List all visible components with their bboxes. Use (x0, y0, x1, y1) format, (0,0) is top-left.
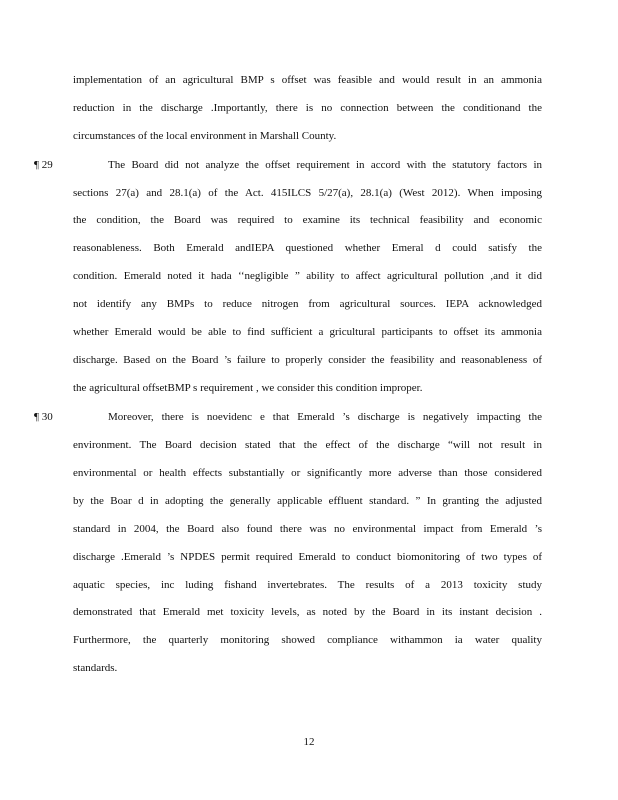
text-line: The Board did not analyze the offset requirement in accord with the statutory factors in (108, 159, 542, 171)
text-line: reduction in the discharge .Importantly, there is no connection between the conditionand the (73, 102, 542, 114)
page-number: 12 (303, 736, 315, 748)
text-line: Moreover, there is noevidenc e that Emerald ’s discharge is negatively impacting the (108, 411, 542, 423)
text-line: not identify any BMPs to reduce nitrogen from agricultural sources. IEPA acknowledged (73, 298, 542, 310)
text-line: the agricultural offsetBMP s requirement , we consider this condition improper. (73, 382, 423, 394)
text-line: environment. The Board decision stated that the effect of the discharge “will not result in (73, 439, 542, 451)
text-line: by the Boar d in adopting the generally applicable effluent standard. ” In granting the adjusted (73, 495, 542, 507)
text-line: circumstances of the local environment in Marshall County. (73, 130, 337, 142)
text-line: Furthermore, the quarterly monitoring showed compliance withammon ia water quality (73, 634, 542, 646)
text-line: sections 27(a) and 28.1(a) of the Act. 415ILCS 5/27(a), 28.1(a) (West 2012). When imposing (73, 187, 542, 199)
paragraph-number: ¶ 30 (34, 411, 53, 423)
text-line: whether Emerald would be able to find sufficient a gricultural participants to offset its ammonia (73, 326, 542, 338)
paragraph-number: ¶ 29 (34, 159, 53, 171)
text-line: environmental or health effects substantially or significantly more adverse than those considered (73, 467, 542, 479)
text-line: the condition, the Board was required to examine its technical feasibility and economic (73, 214, 542, 226)
text-line: discharge .Emerald ’s NPDES permit required Emerald to conduct biomonitoring of two types of (73, 551, 542, 563)
text-line: standards. (73, 662, 118, 674)
text-line: condition. Emerald noted it hada ‘‘negligible ” ability to affect agricultural pollution ,and it did (73, 270, 542, 282)
text-line: discharge. Based on the Board ’s failure to properly consider the feasibility and reasonableness of (73, 354, 542, 366)
text-line: aquatic species, inc luding fishand invertebrates. The results of a 2013 toxicity study (73, 579, 542, 591)
text-line: implementation of an agricultural BMP s offset was feasible and would result in an ammonia (73, 74, 542, 86)
text-line: reasonableness. Both Emerald andIEPA questioned whether Emeral d could satisfy the (73, 242, 542, 254)
text-line: demonstrated that Emerald met toxicity levels, as noted by the Board in its instant decision . (73, 606, 542, 618)
text-line: standard in 2004, the Board also found there was no environmental impact from Emerald ’s (73, 523, 542, 535)
